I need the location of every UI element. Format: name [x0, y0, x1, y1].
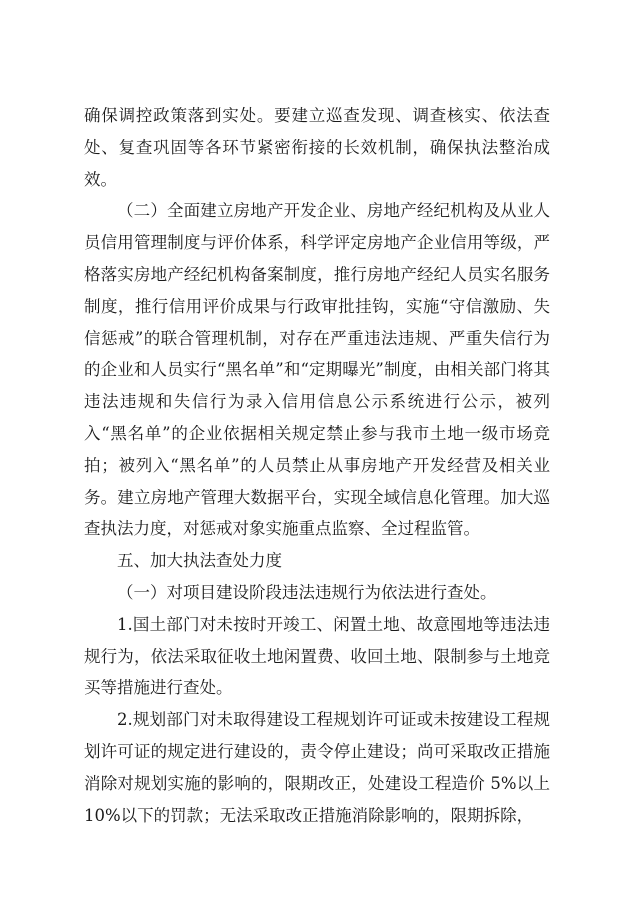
subsection-heading-construction-stage: （一）对项目建设阶段违法违规行为依法进行查处。	[117, 582, 497, 602]
paragraph-continuation: 确保调控政策落到实处。要建立巡查发现、调查核实、依法查处、复查巩固等各环节紧密衔接的长效机制，确保执法整治成效。	[84, 106, 550, 189]
paragraph-item-2-planning: 2.规划部门对未取得建设工程规划许可证或未按建设工程规划许可证的规定进行建设的，责令停止建设；尚可采取改正措施消除对规划实施的影响的，限期改正，处建设工程造价 5%以上 10%以下的罚款；无法采取改正措施消除影响的，限期拆除，	[84, 710, 550, 825]
paragraph-credit-system: （二）全面建立房地产开发企业、房地产经纪机构及从业人员信用管理制度与评价体系，科学评定房地产企业信用等级，严格落实房地产经纪机构备案制度，推行房地产经纪人员实名服务制度，推行信用评价成果与行政审批挂钩，实施“守信激励、失信惩戒”的联合管理机制，对存在严重违法违规、严重失信行为的企业和人员实行“黑名单”和“定期曝光”制度，由相关部门将其违法违规和失信行为录入信用信息公示系统进行公示，被列入“黑名单”的企业依据相关规定禁止参与我市土地一级市场竞拍；被列入“黑名单”的人员禁止从事房地产开发经营及相关业务。建立房地产管理大数据平台，实现全域信息化管理。加大巡查执法力度，对惩戒对象实施重点监察、全过程监管。	[84, 201, 550, 539]
document-body	[84, 100, 550, 831]
paragraph-item-1-land: 1.国土部门对未按时开竣工、闲置土地、故意囤地等违法违规行为，依法采取征收土地闲置费、收回土地、限制参与土地竞买等措施进行查处。	[84, 614, 550, 698]
section-heading-enforcement: 五、加大执法查处力度	[117, 551, 282, 571]
